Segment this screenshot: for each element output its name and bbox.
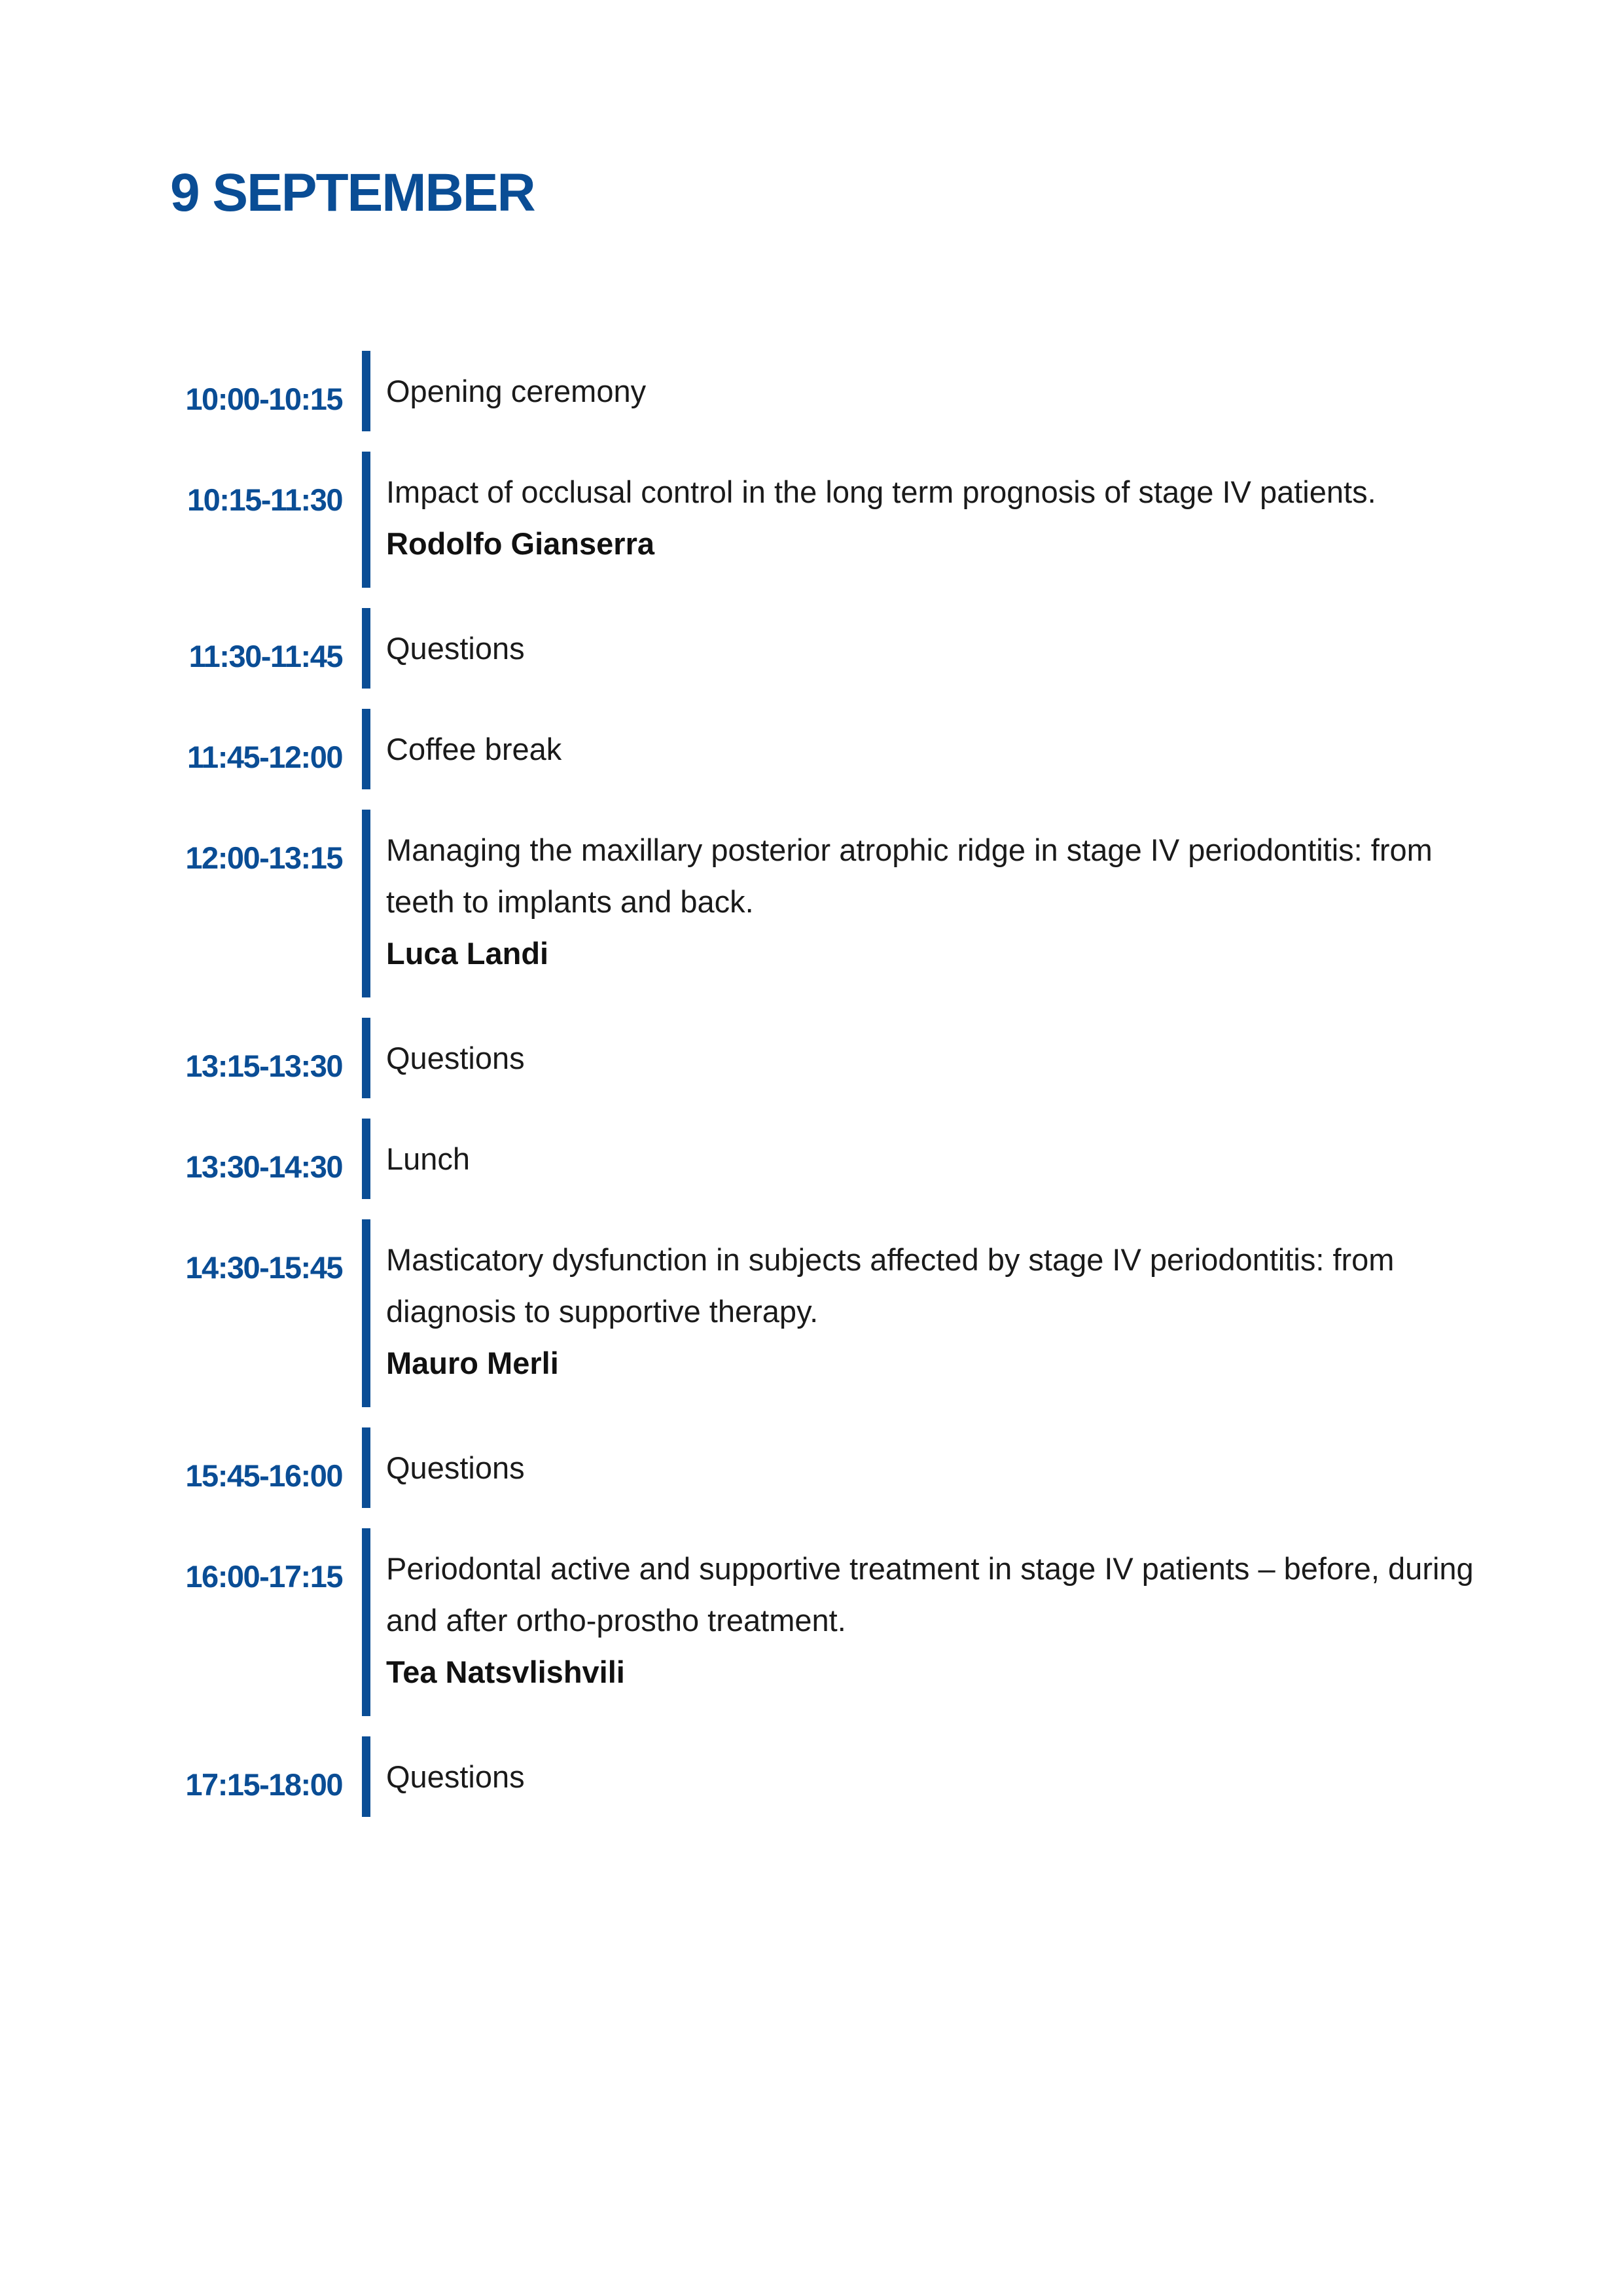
timeline-bar — [362, 1736, 370, 1817]
session-speaker: Luca Landi — [386, 936, 549, 971]
session-time: 16:00-17:15 — [185, 1559, 342, 1594]
schedule-row — [0, 1528, 1623, 1716]
session-title: Questions — [386, 1041, 525, 1075]
timeline-bar — [362, 452, 370, 588]
timeline-bar — [362, 1018, 370, 1098]
session-time: 11:45-12:00 — [187, 740, 342, 774]
session-time: 11:30-11:45 — [188, 639, 342, 673]
schedule-list — [0, 351, 1623, 1837]
session-title: Questions — [386, 1759, 525, 1794]
timeline-bar — [362, 1427, 370, 1508]
schedule-row — [0, 1119, 1623, 1199]
session-title: Questions — [386, 631, 525, 666]
page-title: 9 SEPTEMBER — [170, 163, 535, 223]
schedule-row — [0, 1736, 1623, 1817]
session-time: 15:45-16:00 — [185, 1458, 342, 1493]
session-title: Masticatory dysfunction in subjects affected by stage IV periodontitis: from diagnosis to supportive therapy. — [386, 1242, 1395, 1329]
schedule-row — [0, 452, 1623, 588]
session-content — [370, 1736, 1483, 1817]
session-time: 10:00-10:15 — [185, 382, 342, 416]
timeline-bar — [362, 1219, 370, 1407]
timeline-bar — [362, 810, 370, 997]
session-content — [370, 608, 1483, 689]
timeline-bar — [362, 1119, 370, 1199]
session-time: 13:15-13:30 — [185, 1049, 342, 1083]
schedule-row — [0, 608, 1623, 689]
session-content — [370, 1219, 1483, 1407]
schedule-row — [0, 351, 1623, 431]
session-content — [370, 1119, 1483, 1199]
session-title: Lunch — [386, 1141, 471, 1176]
session-title: Opening ceremony — [386, 374, 647, 408]
session-title: Managing the maxillary posterior atrophic ridge in stage IV periodontitis: from teeth to implants and back. — [386, 833, 1433, 919]
session-time: 10:15-11:30 — [187, 482, 342, 517]
session-content — [370, 1018, 1483, 1098]
schedule-row — [0, 1018, 1623, 1098]
session-content — [370, 1427, 1483, 1508]
session-title: Coffee break — [386, 732, 562, 766]
session-title: Questions — [386, 1450, 525, 1485]
session-content — [370, 351, 1483, 431]
timeline-bar — [362, 1528, 370, 1716]
schedule-row — [0, 1219, 1623, 1407]
session-content — [370, 452, 1483, 588]
session-time: 12:00-13:15 — [185, 840, 342, 875]
session-content — [370, 1528, 1483, 1716]
session-speaker: Mauro Merli — [386, 1346, 559, 1380]
schedule-row — [0, 810, 1623, 997]
schedule-row — [0, 709, 1623, 789]
session-speaker: Rodolfo Gianserra — [386, 526, 655, 561]
session-content — [370, 810, 1483, 997]
timeline-bar — [362, 709, 370, 789]
session-title: Periodontal active and supportive treatment in stage IV patients – before, during and after ortho-prostho treatment. — [386, 1551, 1474, 1638]
timeline-bar — [362, 351, 370, 431]
session-time: 14:30-15:45 — [185, 1250, 342, 1285]
session-time: 13:30-14:30 — [185, 1149, 342, 1184]
session-content — [370, 709, 1483, 789]
session-title: Impact of occlusal control in the long term prognosis of stage IV patients. — [386, 475, 1376, 509]
schedule-row — [0, 1427, 1623, 1508]
session-time: 17:15-18:00 — [185, 1767, 342, 1802]
session-speaker: Tea Natsvlishvili — [386, 1655, 625, 1689]
timeline-bar — [362, 608, 370, 689]
